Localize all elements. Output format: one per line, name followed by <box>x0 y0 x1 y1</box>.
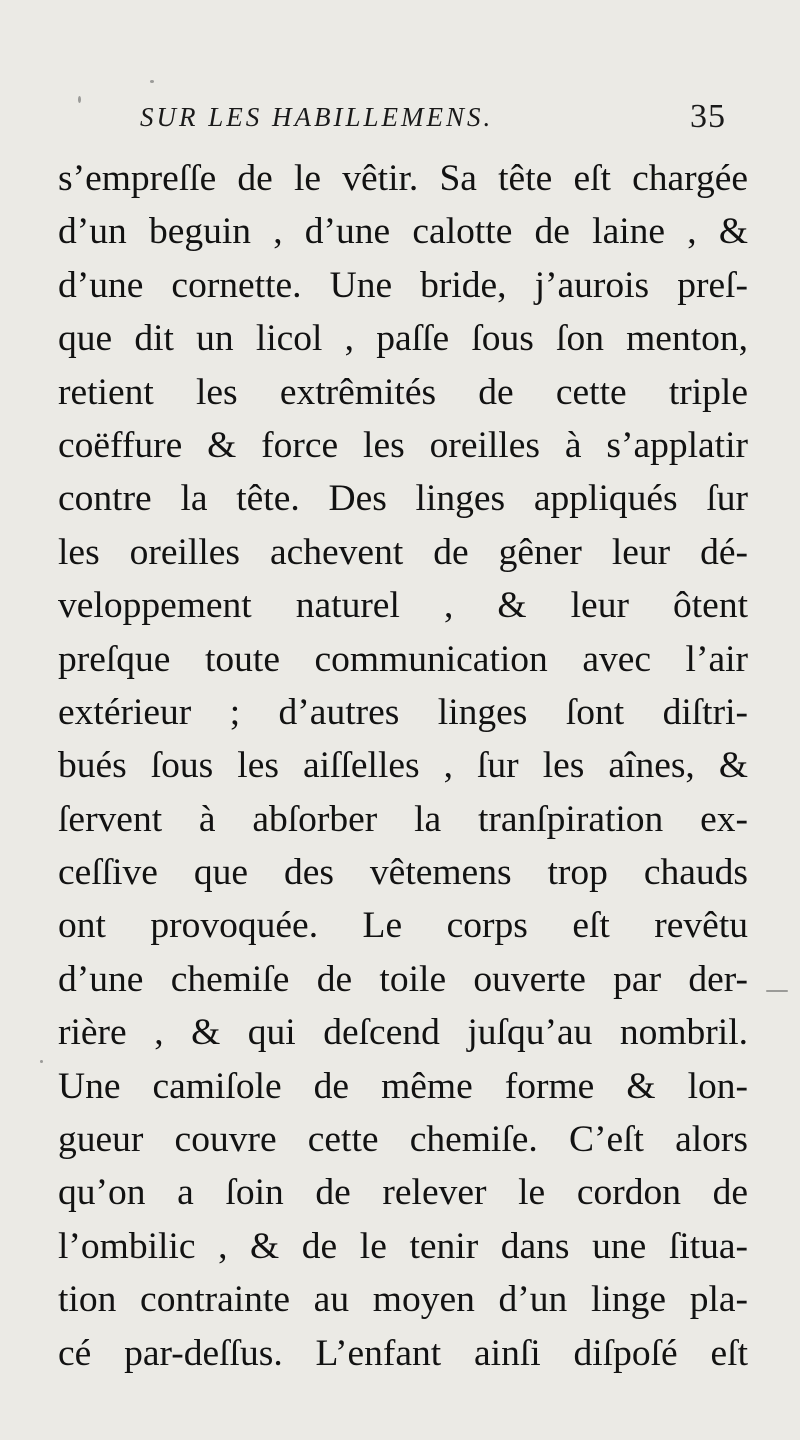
text-line: que dit un licol , paſſe ſous ſon menton, <box>58 318 748 360</box>
text-line: contre la tête. Des linges appliqués ſur <box>58 478 748 520</box>
page-number: 35 <box>690 98 726 135</box>
running-head <box>0 92 800 142</box>
running-head-title: SUR LES HABILLEMENS. <box>140 102 494 132</box>
text-line: qu’on a ſoin de relever le cordon de <box>58 1172 748 1214</box>
text-line: d’une cornette. Une bride, j’aurois preſ- <box>58 264 748 306</box>
text-line: retient les extrêmités de cette triple <box>58 371 748 413</box>
text-line: bués ſous les aiſſelles , ſur les aînes, & <box>58 745 748 787</box>
text-line: s’empreſſe de le vêtir. Sa tête eſt chargée <box>58 158 748 199</box>
text-line: ont provoquée. Le corps eſt revêtu <box>58 905 748 947</box>
paper-speck <box>766 990 788 992</box>
paper-speck <box>150 80 154 83</box>
text-line: coëffure & force les oreilles à s’applatir <box>58 424 748 466</box>
text-line: rière , & qui deſcend juſqu’au nombril. <box>58 1012 748 1054</box>
text-line: les oreilles achevent de gêner leur dé- <box>58 531 748 573</box>
text-line: ſervent à abſorber la tranſpiration ex- <box>58 798 748 840</box>
text-line: ceſſive que des vêtemens trop chauds <box>58 852 748 894</box>
text-line: extérieur ; d’autres linges ſont diſtri- <box>58 691 748 733</box>
text-line: preſque toute communication avec l’air <box>58 638 748 680</box>
body-text <box>58 152 748 1380</box>
text-line: tion contrainte au moyen d’un linge pla- <box>58 1279 748 1321</box>
text-line: Une camiſole de même forme & lon- <box>58 1065 748 1107</box>
text-line: d’une chemiſe de toile ouverte par der- <box>58 958 748 1000</box>
text-line: cé par-deſſus. L’enfant ainſi diſpoſé eſt <box>58 1332 748 1374</box>
paper-speck <box>40 1060 43 1063</box>
text-line: veloppement naturel , & leur ôtent <box>58 585 748 627</box>
text-line: l’ombilic , & de le tenir dans une ſitua- <box>58 1225 748 1267</box>
text-line: gueur couvre cette chemiſe. C’eſt alors <box>58 1119 748 1161</box>
text-line: d’un beguin , d’une calotte de laine , & <box>58 211 748 253</box>
